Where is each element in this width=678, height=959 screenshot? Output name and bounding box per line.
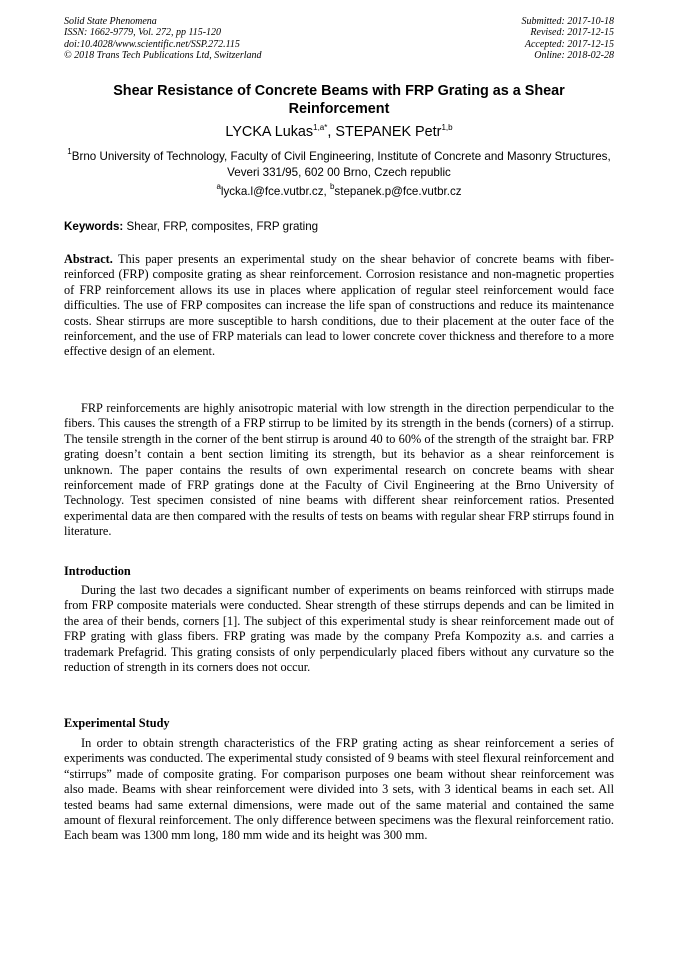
- publication-dates: [522, 16, 615, 61]
- section-heading-experimental-study: Experimental Study: [64, 716, 170, 730]
- affiliation-mark: 1: [67, 147, 72, 156]
- email-link[interactable]: lycka.l@fce.vutbr.cz: [220, 185, 324, 198]
- journal-issn: ISSN: 1662-9779, Vol. 272, pp 115-120: [64, 27, 222, 39]
- email-mark: a: [216, 182, 221, 191]
- paragraph-text: In order to obtain strength characteristics of the FRP grating acting as shear reinforcement a series of experiments was conducted. The experimental study consisted of 9 beams with steel flexural reinforcement and “stirrups” made of composite grating. For comparison purposes one beam without shear reinforcement was also made. Beams with shear reinforcement were divided into 3 sets, with 3 identical beams in each set. All tested beams had same external dimensions, were made out of the same material and contained the same amount of flexural reinforcement. The only difference between specimens was the flexural reinforcement ratio. Each beam was 1300 mm long, 180 mm wide and its height was 300 mm.: [64, 736, 614, 843]
- journal-copyright: © 2018 Trans Tech Publications Ltd, Switzerland: [64, 49, 262, 61]
- author-separator: ,: [327, 124, 336, 140]
- keywords: [64, 220, 614, 234]
- introduction-paragraph: [64, 583, 614, 675]
- email-link[interactable]: stepanek.p@fce.vutbr.cz: [334, 185, 462, 198]
- journal-doi: doi:10.4028/www.scientific.net/SSP.272.115: [64, 38, 240, 50]
- keywords-label: Keywords:: [64, 220, 124, 233]
- abstract-label: Abstract.: [64, 252, 113, 266]
- keywords-text: Shear, FRP, composites, FRP grating: [123, 220, 319, 233]
- affiliation-text: Brno University of Technology, Faculty of Civil Engineering, Institute of Concrete and Masonry Structures, Veveri 331/95, 602 00 Brno, Czech republic: [71, 150, 611, 179]
- author-affiliation-mark: 1,a*: [313, 123, 328, 132]
- journal-name: Solid State Phenomena: [64, 16, 157, 27]
- revised-date: Revised: 2017-12-15: [530, 27, 614, 39]
- submitted-date: Submitted: 2017-10-18: [521, 16, 614, 27]
- experimental-study-paragraph: [64, 736, 614, 844]
- author-affiliation-mark: 1,b: [441, 123, 453, 132]
- affiliation: [64, 149, 614, 180]
- online-date: Online: 2018-02-28: [534, 49, 614, 61]
- email-mark: b: [329, 182, 335, 191]
- paragraph-text: FRP reinforcements are highly anisotropic material with low strength in the direction perpendicular to the fibers. This causes the strength of a FRP stirrup to be limited by its strength in the bends (corners) of a stirrup. The tensile strength in the corner of the bent stirrup is around 40 to 60% of the strength of the straight bar. FRP grating doesn’t contain a bent section limiting its strength, but its behavior as a shear reinforcement is unknown. The paper contains the results of own experimental research on concrete beams with shear reinforcement made of FRP gratings done at the Faculty of Civil Engineering at the Brno University of Technology. Test specimen consisted of nine beams with different shear reinforcement ratios. Presented experimental data are then compared with the results of tests on beams with regular shear FRP stirrups found in literature.: [64, 401, 614, 539]
- email-separator: ,: [323, 185, 330, 198]
- section-heading-introduction: Introduction: [64, 564, 131, 578]
- journal-info: [64, 16, 262, 61]
- abstract-text: This paper presents an experimental study on the shear behavior of concrete beams with fiber-reinforced (FRP) composite grating as shear reinforcement. Corrosion resistance and non-magnetic properties of FRP reinforcement allows its use in places where application of regular steel reinforcement would face difficulties. The use of FRP composites can increase the life span of constructions and reduce its maintenance costs. Shear stirrups are more susceptible to harsh conditions, due to their placement at the outer face of the reinforcement, and the use of FRP materials can lead to lower concrete cover thickness and therefore to a more effective design of an element.: [64, 252, 614, 359]
- abstract: [64, 252, 614, 360]
- author-name: LYCKA Lukas: [225, 124, 314, 140]
- author-emails: [64, 182, 614, 199]
- abstract-paragraph-2: [64, 401, 614, 540]
- author-name: STEPANEK Petr: [335, 124, 442, 140]
- author-list: [64, 123, 614, 141]
- accepted-date: Accepted: 2017-12-15: [524, 38, 614, 50]
- paragraph-text: During the last two decades a significant number of experiments on beams reinforced with stirrups made from FRP composite materials were conducted. Shear strength of these stirrups depends and can be limited in the area of their bends, corners [1]. The subject of this experimental study is shear reinforcement made out of FRP grating with glass fibers. FRP grating was made by the company Prefa Kompozity a.s. and carries a trademark Prefagrid. This grating consists of only perpendicularly placed fibers without any curvature so the reduction of strength in its corners does not occur.: [64, 583, 614, 675]
- paper-title: Shear Resistance of Concrete Beams with FRP Grating as a Shear Reinforcement: [113, 83, 565, 117]
